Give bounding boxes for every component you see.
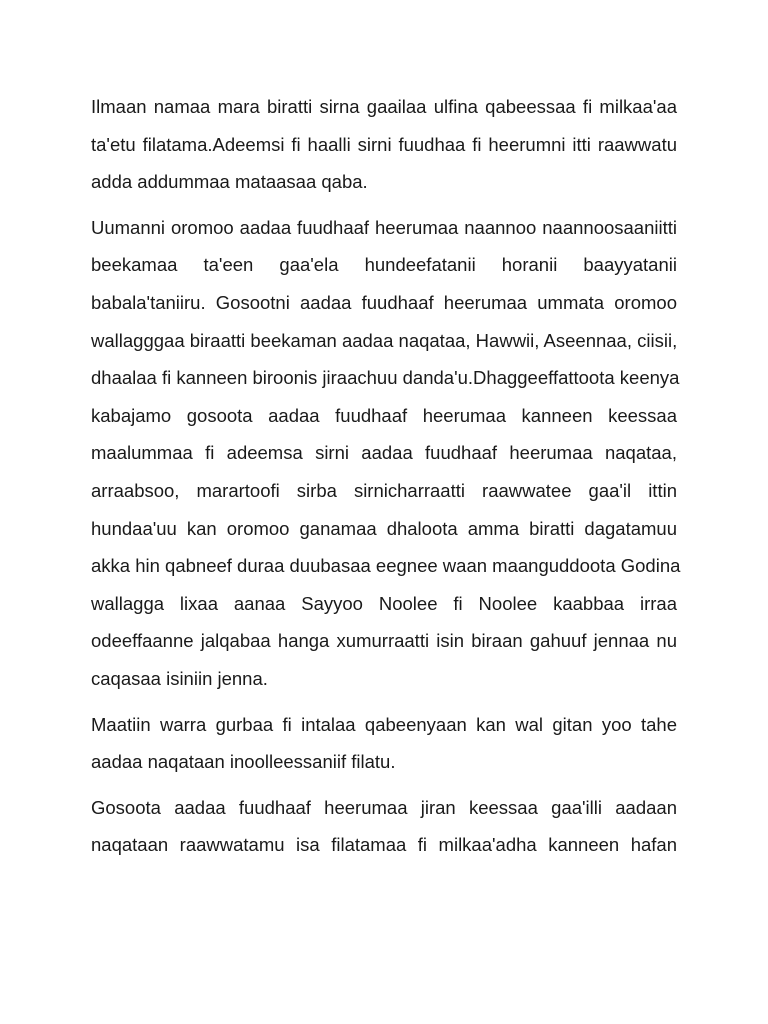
- text-line: naqataan raawwatamu isa filatamaa fi milkaa'adha kanneen hafan: [91, 834, 677, 856]
- paragraph-2: [91, 209, 681, 698]
- text-line: babala'taniiru. Gosootni aadaa fuudhaaf heerumaa ummata oromoo: [91, 291, 677, 313]
- text-line: hundaa'uu kan oromoo ganamaa dhaloota amma biratti dagatamuu: [91, 517, 677, 539]
- text-line: beekamaa ta'een gaa'ela hundeefatanii horanii baayyatanii: [91, 254, 677, 276]
- text-line: Ilmaan namaa mara biratti sirna gaailaa ulfina qabeessaa fi milkaa'aa: [91, 96, 677, 117]
- text-line: akka hin qabneef duraa duubasaa eegnee waan maanguddoota Godina: [91, 555, 681, 577]
- text-line: Uumanni oromoo aadaa fuudhaaf heerumaa naannoo naannoosaaniitti: [91, 216, 677, 238]
- text-line: Maatiin warra gurbaa fi intalaa qabeenyaan kan wal gitan yoo tahe: [91, 713, 677, 735]
- text-line: kabajamo gosoota aadaa fuudhaaf heerumaa kanneen keessaa: [91, 404, 677, 426]
- paragraph-1: [91, 88, 677, 201]
- text-line: adda addummaa mataasaa qaba.: [91, 171, 368, 193]
- text-line: wallagga lixaa aanaa Sayyoo Noolee fi Noolee kaabbaa irraa: [91, 592, 677, 614]
- text-line: arraabsoo, marartoofi sirba sirnicharraatti raawwatee gaa'il ittin: [91, 479, 677, 501]
- text-line: Gosoota aadaa fuudhaaf heerumaa jiran keessaa gaa'illi aadaan: [91, 796, 677, 818]
- text-line: odeeffaanne jalqabaa hanga xumurraatti isin biraan gahuuf jennaa nu: [91, 630, 677, 652]
- text-line: wallagggaa biraatti beekaman aadaa naqataa, Hawwii, Aseennaa, ciisii,: [91, 329, 678, 351]
- text-line: caqasaa isiniin jenna.: [91, 667, 268, 689]
- text-line: dhaalaa fi kanneen biroonis jiraachuu danda'u.Dhaggeeffattoota keenya: [91, 367, 680, 389]
- text-line: ta'etu filatama.Adeemsi fi haalli sirni fuudhaa fi heerumni itti raawwatu: [91, 133, 677, 155]
- text-line: aadaa naqataan inoolleessaniif filatu.: [91, 751, 396, 773]
- document-page: [91, 88, 681, 864]
- paragraph-3: [91, 706, 677, 781]
- paragraph-4: [91, 789, 677, 864]
- text-line: maalummaa fi adeemsa sirni aadaa fuudhaaf heerumaa naqataa,: [91, 442, 677, 464]
